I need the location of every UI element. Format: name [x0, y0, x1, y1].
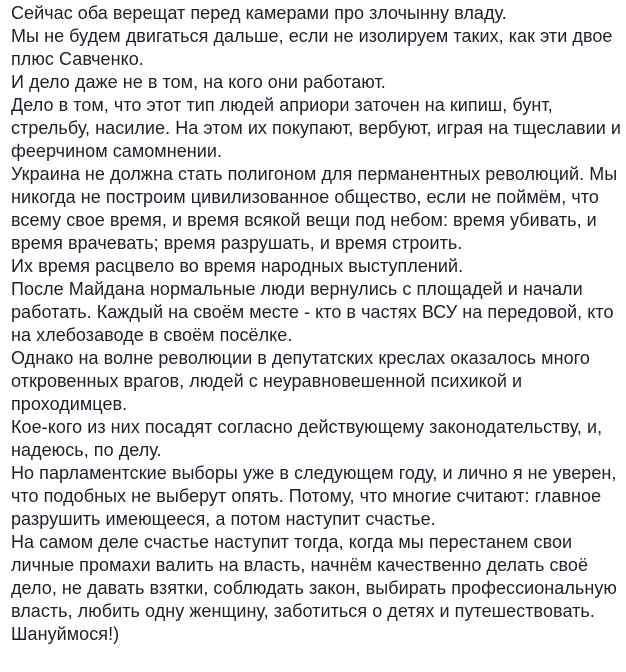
text-line: плюс Савченко.: [11, 49, 144, 69]
post-paragraph: [11, 623, 626, 646]
text-line: всему свое время, и время всякой вещи под небом: время убивать, и: [11, 210, 597, 230]
text-line: Сейчас оба верещат перед камерами про злочынну владу.: [11, 3, 507, 23]
post-paragraph: [11, 462, 626, 531]
text-line: Но парламентские выборы уже в следующем году, и лично я не уверен,: [11, 463, 617, 483]
text-line: на хлебозаводе в своём посёлке.: [11, 325, 293, 345]
text-line: Их время расцвело во время народных выступлений.: [11, 256, 464, 276]
post-paragraph: [11, 278, 626, 347]
text-line: стрельбу, насилие. На этом их покупают, вербуют, играя на тщеславии и: [11, 118, 622, 138]
text-line: феерчином самомнении.: [11, 141, 223, 161]
text-line: Кое-кого из них посадят согласно действующему законодательству, и,: [11, 417, 603, 437]
text-line: разрушить имеющееся, а потом наступит счастье.: [11, 509, 436, 529]
text-line: время врачевать; время разрушать, и время строить.: [11, 233, 463, 253]
post-paragraph: [11, 25, 626, 71]
text-line: откровенных врагов, людей с неуравновешенной психикой и: [11, 371, 523, 391]
post-paragraph: [11, 2, 626, 25]
text-line: После Майдана нормальные люди вернулись с площадей и начали: [11, 279, 583, 299]
post-paragraph: [11, 94, 626, 163]
post-paragraph: [11, 255, 626, 278]
text-line: Шануймося!): [11, 624, 120, 644]
post-paragraph: [11, 163, 626, 255]
post-paragraph: [11, 531, 626, 623]
text-line: что подобных не выберут опять. Потому, что многие считают: главное: [11, 486, 602, 506]
text-line: Украина не должна стать полигоном для перманентных революций. Мы: [11, 164, 618, 184]
text-line: Дело в том, что этот тип людей априори заточен на кипиш, бунт,: [11, 95, 553, 115]
text-line: Мы не будем двигаться дальше, если не изолируем таких, как эти двое: [11, 26, 613, 46]
text-line: никогда не построим цивилизованное общество, если не поймём, что: [11, 187, 599, 207]
text-line: Однако на волне революции в депутатских креслах оказалось много: [11, 348, 590, 368]
text-line: надеюсь, по делу.: [11, 440, 162, 460]
text-line: На самом деле счастье наступит тогда, когда мы перестанем свои: [11, 532, 573, 552]
post-paragraph: [11, 416, 626, 462]
text-line: проходимцев.: [11, 394, 128, 414]
text-line: дело, не давать взятки, соблюдать закон, выбирать профессиональную: [11, 578, 617, 598]
text-line: личные промахи валить на власть, начнём качественно делать своё: [11, 555, 589, 575]
text-line: власть, любить одну женщину, заботиться о детях и путешествовать.: [11, 601, 595, 621]
post-paragraph: [11, 347, 626, 416]
text-line: И дело даже не в том, на кого они работают.: [11, 72, 386, 92]
post-paragraph: [11, 71, 626, 94]
text-line: работать. Каждый на своём месте - кто в частях ВСУ на передовой, кто: [11, 302, 614, 322]
